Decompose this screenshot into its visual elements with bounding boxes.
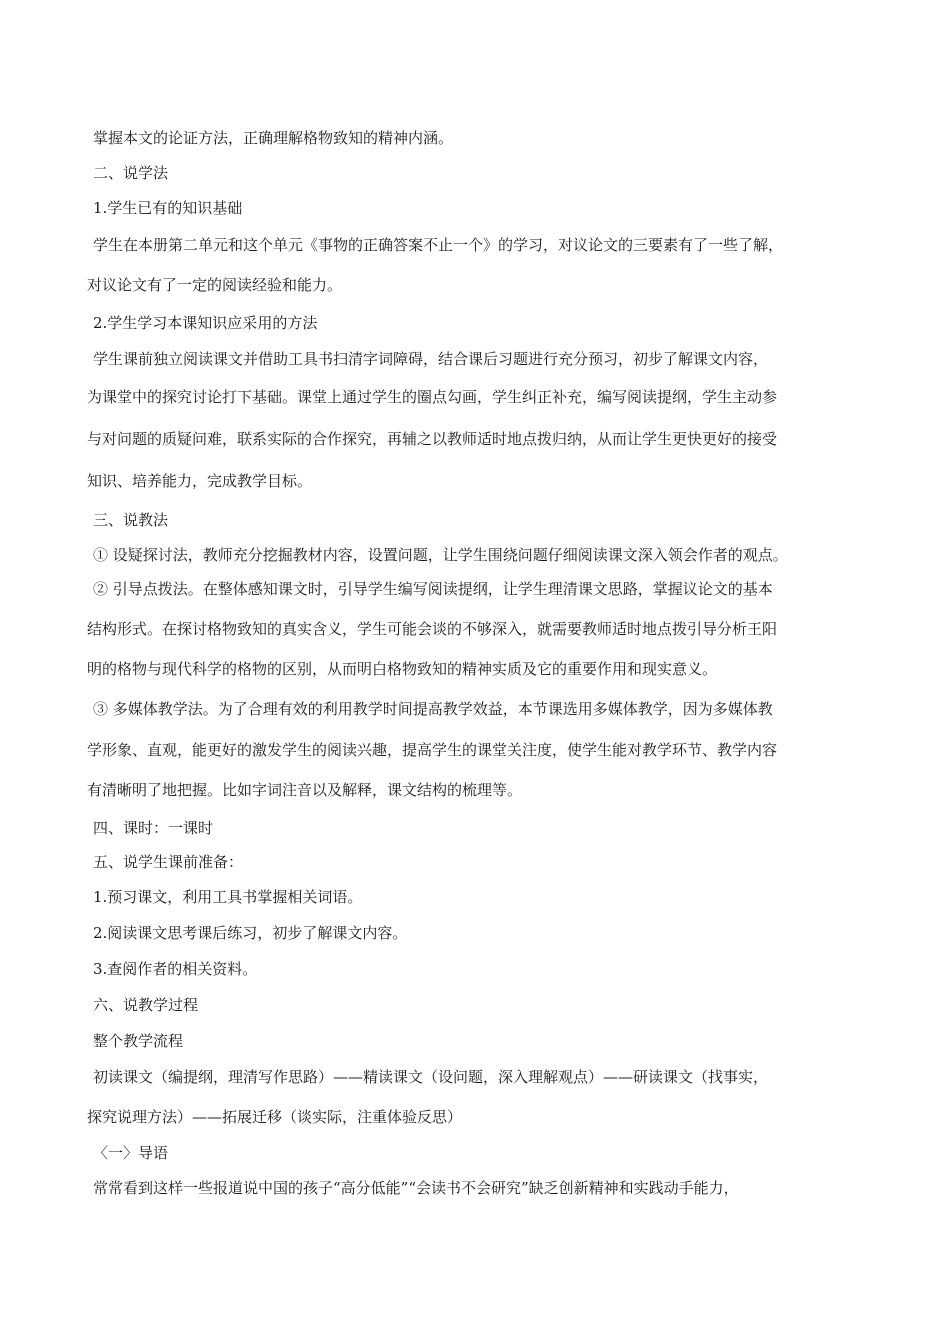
section-heading: 四、课时：一课时 — [93, 819, 214, 837]
text-line: 与对问题的质疑问难，联系实际的合作探究，再辅之以教师适时地点拨归纳，从而让学生更快更好的接受 — [87, 430, 778, 448]
subsection-heading: 2.学生学习本课知识应采用的方法 — [93, 314, 318, 332]
text-line: 知识、培养能力，完成教学目标。 — [87, 472, 313, 490]
section-heading: 六、说教学过程 — [93, 996, 199, 1014]
text-line: ② 引导点拨法。在整体感知课文时，引导学生编写阅读提纲，让学生理清课文思路，掌握议论文的基本 — [93, 580, 773, 598]
section-heading: 五、说学生课前准备： — [93, 853, 244, 871]
text-line: 有清晰明了地把握。比如字词注音以及解释，课文结构的梳理等。 — [87, 781, 523, 799]
subsection-heading: 〈一〉导语 — [93, 1144, 169, 1162]
text-line: 探究说理方法）——拓展迁移（谈实际，注重体验反思） — [87, 1108, 463, 1126]
text-line: 常常看到这样一些报道说中国的孩子“高分低能”“会读书不会研究”缺乏创新精神和实践动手能力， — [93, 1179, 739, 1197]
text-line: ① 设疑探讨法，教师充分挖掘教材内容，设置问题，让学生围绕问题仔细阅读课文深入领会作者的观点。 — [93, 546, 788, 564]
text-line: 初读课文（编提纲，理清写作思路）——精读课文（设问题，深入理解观点）——研读课文（找事实， — [93, 1068, 769, 1086]
section-heading: 二、说学法 — [93, 164, 169, 182]
text-line: 明的格物与现代科学的格物的区别，从而明白格物致知的精神实质及它的重要作用和现实意义。 — [87, 660, 718, 678]
list-item: 2.阅读课文思考课后练习，初步了解课文内容。 — [93, 924, 408, 942]
subsection-heading: 整个教学流程 — [93, 1032, 184, 1050]
section-heading: 三、说教法 — [93, 511, 169, 529]
subsection-heading: 1.学生已有的知识基础 — [93, 199, 243, 217]
text-line: 为课堂中的探究讨论打下基础。课堂上通过学生的圈点勾画，学生纠正补充，编写阅读提纲，学生主动参 — [87, 388, 778, 406]
text-line: 学生在本册第二单元和这个单元《事物的正确答案不止一个》的学习，对议论文的三要素有了一些了解， — [93, 236, 784, 254]
text-line: 掌握本文的论证方法，正确理解格物致知的精神内涵。 — [93, 129, 454, 147]
text-line: 对议论文有了一定的阅读经验和能力。 — [87, 276, 343, 294]
text-line: 学形象、直观，能更好的激发学生的阅读兴趣，提高学生的课堂关注度，使学生能对教学环节、教学内容 — [87, 741, 778, 759]
text-line: 学生课前独立阅读课文并借助工具书扫清字词障碍，结合课后习题进行充分预习，初步了解课文内容， — [93, 350, 769, 368]
text-line: ③ 多媒体教学法。为了合理有效的利用教学时间提高教学效益，本节课选用多媒体教学，因为多媒体教 — [93, 700, 773, 718]
text-line: 结构形式。在探讨格物致知的真实含义，学生可能会谈的不够深入，就需要教师适时地点拨引导分析王阳 — [87, 620, 778, 638]
list-item: 1.预习课文，利用工具书掌握相关词语。 — [93, 888, 363, 906]
list-item: 3.查阅作者的相关资料。 — [93, 960, 258, 978]
